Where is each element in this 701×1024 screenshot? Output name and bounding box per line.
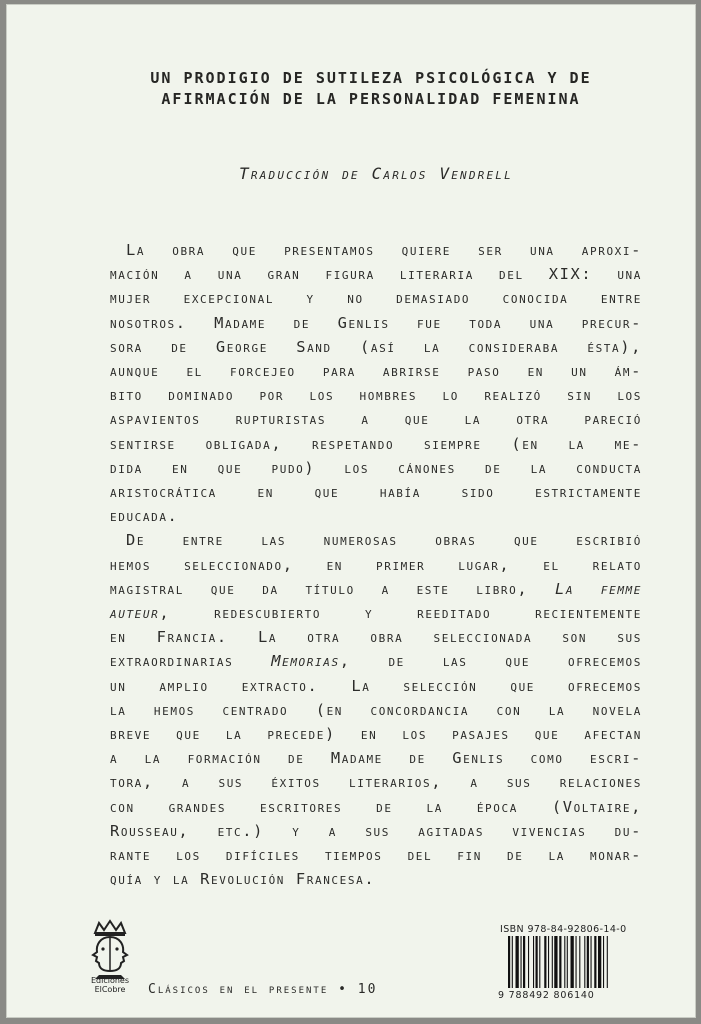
barcode-bar [603, 936, 604, 988]
blurb-line: hemos seleccionado, en primer lugar, el relato [110, 555, 642, 574]
blurb-line: un amplio extracto. La selección que ofrecemos [110, 676, 642, 695]
blurb-line: extraordinarias Memorias, de las que ofrecemos [110, 652, 642, 671]
barcode-bar [579, 936, 580, 988]
barcode-digits: 9 788492 806140 [498, 990, 595, 1001]
publisher-name-line-2: ElCobre [94, 985, 126, 994]
blurb-line: Rousseau, etc.) y a sus agitadas vivencias du- [110, 821, 642, 840]
subtitle-line-2: AFIRMACIÓN DE LA PERSONALIDAD FEMENINA [161, 90, 581, 108]
blurb-line: tora, a sus éxitos literarios, a sus relaciones [110, 773, 642, 792]
barcode-bar [584, 936, 585, 988]
subtitle [126, 68, 616, 110]
publisher-logo-icon [85, 919, 135, 981]
blurb-line: sentirse obligada, respetando siempre (en la me- [110, 434, 642, 453]
barcode-bar [571, 936, 574, 988]
barcode-bar [607, 936, 608, 988]
barcode-bar [548, 936, 549, 988]
barcode-bar [523, 936, 525, 988]
blurb-line: magistral que da título a este libro, La femme [110, 579, 642, 598]
book-back-cover [6, 4, 696, 1018]
blurb-line: a la formación de Madame de Genlis como escri- [110, 749, 642, 768]
blurb-line: dida en que pudo) los cánones de la conducta [110, 458, 642, 477]
blurb-line: aspavientos rupturistas a que la otra pareció [110, 410, 642, 429]
barcode-bar [536, 936, 538, 988]
barcode-bar [587, 936, 589, 988]
barcode-bar [544, 936, 546, 988]
barcode-bar [576, 936, 577, 988]
barcode-bar [594, 936, 596, 988]
subtitle-line-1: UN PRODIGIO DE SUTILEZA PSICOLÓGICA Y DE [150, 69, 592, 87]
blurb-line: en Francia. La otra obra seleccionada son sus [110, 628, 642, 647]
barcode-bar [554, 936, 557, 988]
barcode-bar [528, 936, 529, 988]
barcode-bar [564, 936, 565, 988]
blurb-line: auteur, redescubierto y reeditado recientemente [110, 604, 642, 623]
barcode-bar [559, 936, 561, 988]
blurb-line: educada. [110, 507, 179, 526]
blurb-line: sora de George Sand (así la consideraba ésta), [110, 337, 642, 356]
barcode-bar [598, 936, 601, 988]
barcode-bar [552, 936, 553, 988]
blurb-line: aunque el forcejeo para abrirse paso en un ám- [110, 362, 642, 381]
blurb-line: De entre las numerosas obras que escribió [126, 531, 642, 550]
blurb-line: rante los difíciles tiempos del fin de la monar- [110, 846, 642, 865]
blurb-line: nosotros. Madame de Genlis fue toda una precur- [110, 313, 642, 332]
barcode-bar [521, 936, 522, 988]
barcode-bar [508, 936, 510, 988]
blurb-line: mujer excepcional y no demasiado conocida entre [110, 289, 642, 308]
blurb-line: La obra que presentamos quiere ser una aproxi- [126, 241, 642, 259]
blurb-line: con grandes escritores de la época (Voltaire, [110, 797, 642, 816]
barcode-bar [539, 936, 540, 988]
blurb-line: mación a una gran figura literaria del XIX: una [110, 265, 642, 284]
publisher-name [78, 976, 142, 994]
blurb-line: breve que la precede) en los pasajes que afectan [110, 725, 642, 744]
barcode-bar [591, 936, 592, 988]
barcode-bar [512, 936, 513, 988]
translator-credit: Traducción de Carlos Vendrell [239, 164, 513, 183]
blurb-text [110, 238, 642, 891]
blurb-line: la hemos centrado (en concordancia con la novela [110, 700, 642, 719]
blurb-line: bito dominado por los hombres lo realizó sin los [110, 386, 642, 405]
barcode-icon [506, 936, 638, 988]
series-label: Clásicos en el presente • 10 [148, 982, 378, 997]
publisher-name-line-1: Ediciones [90, 976, 130, 985]
blurb-line: aristocrática en que había sido estrictamente [110, 483, 642, 502]
barcode-bar [516, 936, 519, 988]
isbn-label: ISBN 978-84-92806-14-0 [500, 924, 627, 935]
barcode-bar [567, 936, 568, 988]
blurb-line: quía y la Revolución Francesa. [110, 870, 376, 889]
barcode-bar [533, 936, 534, 988]
